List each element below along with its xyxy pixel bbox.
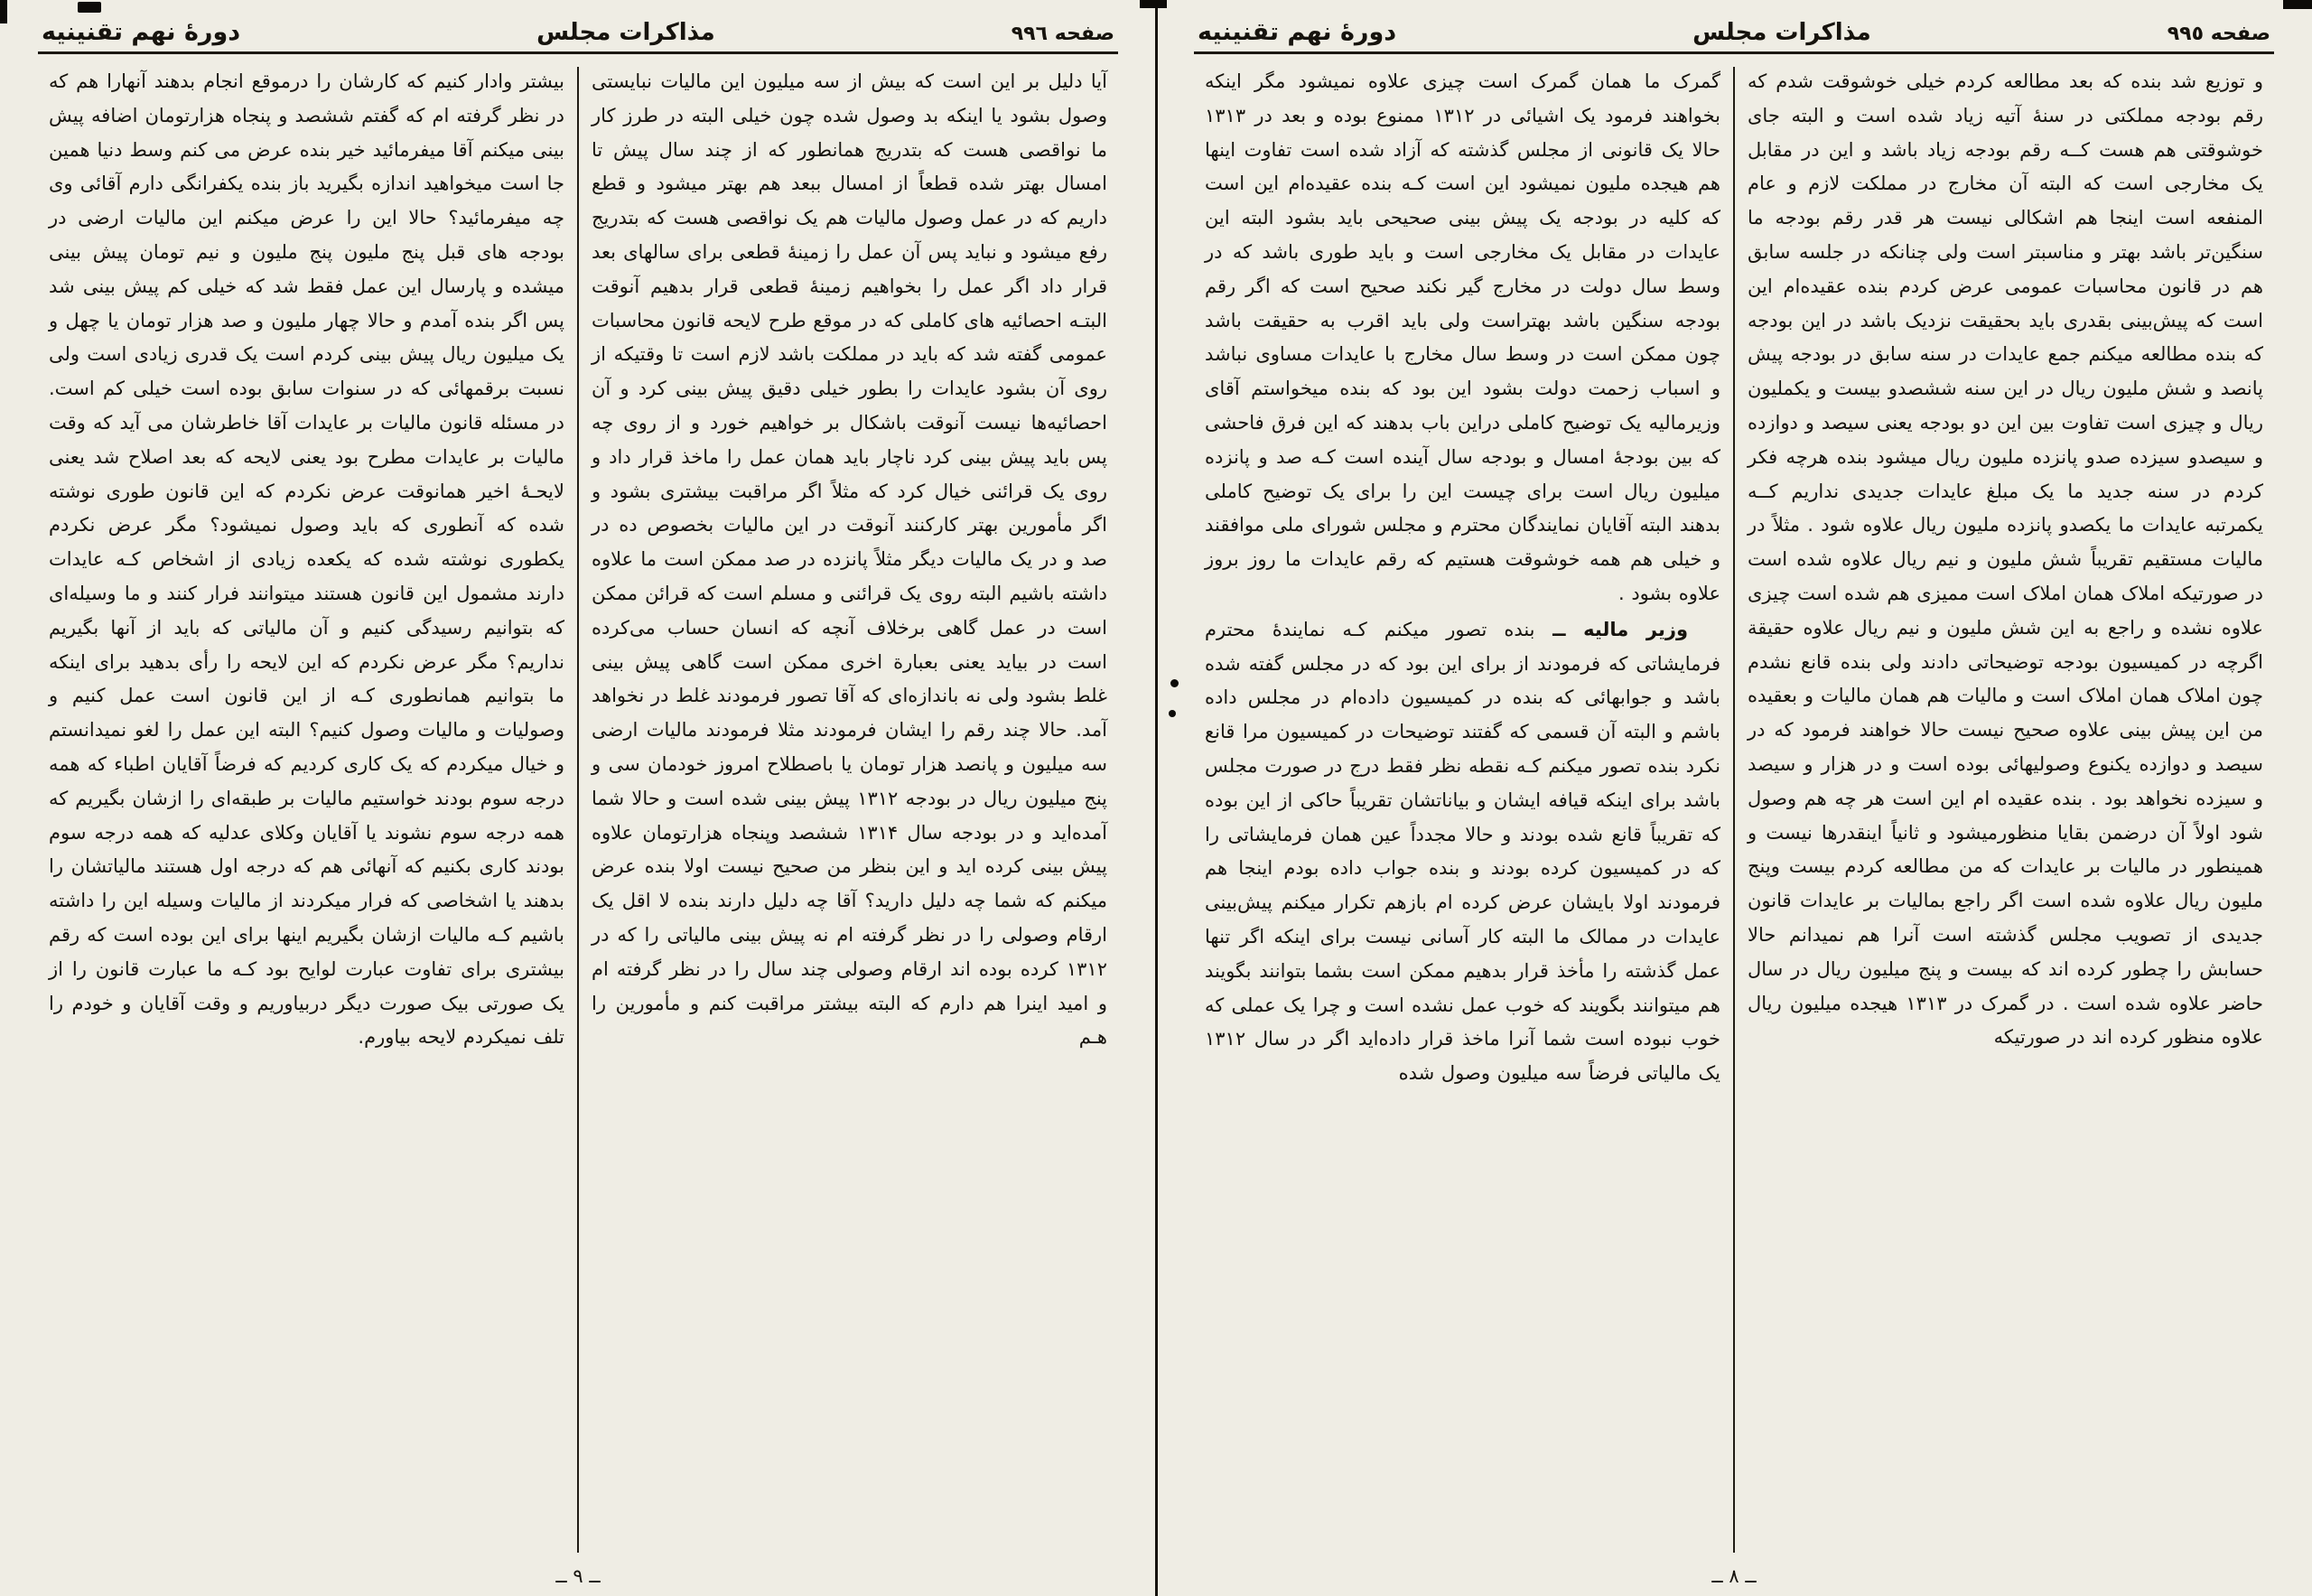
column-divider [577, 67, 579, 1553]
paragraph: آیا دلیل بر این است که بیش از سه میلیون این مالیات نبایستی وصول بشود یا اینکه بد وصول شده چون خیلی البته در طرز کار ما نواقصی هست که بتدریج همانطور که از چند سال پیش تا امسال بهتر شده قطعاً از امسال ببعد هم بهتر میشود و قطع داریم که در عمل وصول مالیات هم یک نواقصی هست که بتدریج رفع میشود و نباید پس آن عمل را زمینهٔ قطعی برای سالهای بعد قرار داد اگر عمل را بخواهیم زمینهٔ قطعی قرار بدهیم آنوقت البتـه احصائیه های کاملی که در موقع طرح لایحه قانون محاسبات عمومی گفته شد که باید در مملکت باشد لازم است تا وقتیکه از روی آن بشود عایدات را بطور خیلی دقیق پیش بینی کرد و آن احصائیه‌ها نیست آنوقت باشکال بر خواهیم خورد و از روی چه پس باید پیش بینی کرد ناچار باید همان عمل را ماخذ قرار داد و روی یک قرائنی خیال کرد که مثلاً اگر مراقبت بیشتری بشود و اگر مأمورین بهتر کارکنند آنوقت در این مالیات بخصوص ده در صد و در یک مالیات دیگر مثلاً پانزده در صد ممکن است ما علاوه داشته باشیم البته روی یک قرائنی و مسلم است که قرائن ممکن است در عمل گاهی برخلاف آنچه که انسان حساب می‌کرده است در بیاید یعنی بعبارة اخری ممکن است گاهی پیش بینی غلط بشود ولی نه باندازه‌ای که آقا تصور فرمودند غلط در نخواهد آمد. حالا چند رقم را ایشان فرمودند مثلا فرمودند مالیات ارضی سه میلیون و پانصد هزار تومان یا باصطلاح امروز خودمان سی و پنج میلیون ریال در بودجه ۱۳۱۲ پیش بینی شده است و حالا شما آمده‌اید و در بودجه سال ۱۳۱۴ ششصد وپنجاه هزارتومان علاوه پیش بینی کرده اید و این بنظر من صحیح نیست اولا بنده عرض میکنم که شما چه دلیل دارید؟ آقا چه دلیل دارند بنده لا اقل یک ارقام وصولی را در نظر گرفته ام نه پیش بینی مالیاتی را که در ۱۳۱۲ کرده بوده اند ارقام وصولی چند سال را در نظر گرفته ام و امید اینرا هم دارم که البته بیشتر مراقبت کنم و مأمورین را هـم [592, 70, 1107, 1049]
speaker-lead: وزیر مالیه ــ [1534, 618, 1688, 640]
page-header [36, 14, 1120, 48]
column-divider [1733, 67, 1735, 1553]
page-number-label: صفحه ٩٩٦ [1011, 23, 1114, 45]
text-column-right [1735, 65, 2276, 1558]
ink-mark [1140, 0, 1167, 8]
page-footer: ــ ٨ ــ [1711, 1565, 1757, 1587]
header-rule [38, 51, 1118, 54]
text-column-left [36, 65, 577, 1558]
margin-dot [1170, 679, 1179, 687]
paragraph: گمرک ما همان گمرک است چیزی علاوه نمیشود مگر اینکه بخواهند فرمود یک اشیائی در ۱۳۱۲ ممنوع بوده و بعد در ۱۳۱۳ حالا یک قانونی از مجلس گذشته که آزاد شده است تفاوت اینها هم هیجده ملیون نمیشود این است کـه بنده عقیده‌ام این است که کلیه در بودجه یک پیش بینی صحیحی باید بشود البته این عایدات در مقابل یک مخارجی است و باید طوری باشد که در وسط سال دولت در مخارج گیر نکند صحیح است که اگر رقم بودجه سنگین باشد بهتراست ولی باید اقرب به حقیقت باشد چون ممکن است در وسط سال مخارج با عایدات مساوی نباشد و اسباب زحمت دولت بشود این بود که بنده میخواستم آقای وزیرمالیه یک توضیح کاملی دراین باب بدهند که این فرق فاحشی که بین بودجهٔ امسال و بودجه سال آینده است کـه صد و پانزده میلیون ریال است برای چیست این را برای یک توضیح کاملی بدهند البته آقایان نمایندگان محترم و مجلس شورای ملی موافقند و خیلی هم همه خوشوقت هستیم که رقم عایدات ما روز بروز علاوه بشود . [1205, 70, 1720, 604]
header-rule [1194, 51, 2274, 54]
page-995 [1156, 0, 2312, 1596]
session-label: دورهٔ نهم تقنینیه [42, 18, 241, 46]
text-columns [36, 61, 1120, 1558]
ink-mark [78, 2, 101, 13]
ink-mark [2283, 0, 2312, 9]
page-gutter-divider [1155, 0, 1158, 1596]
edge-shadow [0, 0, 7, 23]
session-label: دورهٔ نهم تقنینیه [1198, 18, 1397, 46]
journal-title: مذاکرات مجلس [1692, 19, 1871, 46]
paragraph: وزیر مالیه ــ بنده تصور میکنم کـه نمایندهٔ محترم فرمایشاتی که فرمودند از برای این بود که در مجلس گفته شده باشد و جوابهائی که بنده در کمیسیون داده‌ام در مجلس داده باشم و البته آن قسمی که گفتند توضیحات در کمیسیون مرا قانع نکرد بنده تصور میکنم کـه نقطه نظر فقط درج در صورت مجلس باشد برای اینکه قیافه ایشان و بیاناتشان تقریباً حاکی از این بوده که تقریباً قانع شده بودند و حالا مجدداً عین همان فرمایشاتی را که در کمیسیون کرده بودند و بنده جواب داده بودم اینجا هم فرمودند اولا بایشان عرض کرده ام بازهم تکرار میکنم پیش‌بینی عایدات در ممالک ما البته کار آسانی نیست برای اینکه اگر تنها عمل گذشته را مأخذ قرار بدهیم ممکن است بشما بتوانند بگویند هم میتوانند بگویند که خوب عمل نشده است و چرا یک عملی که خوب نبوده است شما آنرا ماخذ قرار داده‌اید اگر در سال ۱۳۱۲ یک مالیاتی فرضاً سه میلیون وصول شده [1205, 618, 1720, 1085]
page-number-label: صفحه ٩٩٥ [2167, 23, 2270, 45]
journal-title: مذاکرات مجلس [536, 19, 715, 46]
text-column-right [579, 65, 1120, 1558]
paragraph: و توزیع شد بنده که بعد مطالعه کردم خیلی خوشوقت شدم که رقم بودجه مملکتی در سنهٔ آتیه زیاد شده است و البته جای خوشوقتی هم هست کــه رقم بودجه زیاد باشد و این در مقابل یک مخارجی است که البته آن مخارج در مملکت لازم و عام المنفعه است اینجا هم اشکالی نیست هر قدر رقم بودجه ما سنگین‌تر باشد بهتر و مناسبتر است ولی چنانکه در جلسه سابق هم در قانون محاسبات عمومی عرض کردم بنده عقیده‌ام این است که پیش‌بینی بقدری باید بحقیقت نزدیک باشد در این بودجه که بنده مطالعه میکنم جمع عایدات در سنه سابق در بودجه پیش پانصد و شش ملیون ریال در این سنه ششصدو بیست و یکملیون ریال و چیزی است تفاوت بین این دو بودجه یعنی سیصد و دوازده و سیصدو سیزده صدو پانزده ملیون ریال میشود بنده هرچه فکر کردم در سنه جدید ما یک مبلغ عایدات جدیدی نداریم کــه یکمرتبه عایدات ما یکصدو پانزده ملیون ریال علاوه شود . مثلاً در مالیات مستقیم تقریباً شش ملیون و نیم ریال علاوه شده است در صورتیکه املاک همان املاک است ممیزی هم شده است چیزی علاوه نشده و راجع به این شش ملیون و نیم ریال علاوه حقیقة اگرچه در کمیسیون بودجه توضیحاتی دادند ولی بنده قانع نشدم چون املاک همان املاک است و مالیات هم همان مالیات و بعقیده من این پیش بینی علاوه صحیح نیست حالا خواهند فرمود که در سیصد و دوازده یکنوع وصولیهائی بوده است و در هزار و سیصد و سیزده نخواهد بود . بنده عقیده ام این است هر چه هم وصول شود اولاً آن درضمن بقایا منظورمیشود و ثانیاً اینقدرها نیست و همینطور در مالیات بر عایدات که من مطالعه کردم بیست وپنج ملیون ریال علاوه شده است اگر راجع بمالیات بر عایدات قانون جدیدی از تصویب مجلس گذشته است آنرا هم نمیدانم حالا حسابش را چطور کرده اند که بیست و پنج میلیون ریال در سال حاضر علاوه شده است . در گمرک در ۱۳۱۳ هیجده میلیون ریال علاوه منظور کرده اند در صورتیکه [1748, 70, 2263, 1049]
paragraph: بیشتر وادار کنیم که کارشان را درموقع انجام بدهند آنهارا هم که در نظر گرفته ام که گفتم ششصد و پنجاه هزارتومان اضافه پیش بینی میکنم آقا میفرمائید خیر بنده عرض می کنم وسط دنیا همین جا است میخواهید اندازه بگیرید باز بنده یکفرانگی دارم آقائی وی چه میفرمائید؟ حالا این را عرض میکنم این مالیات ارضی در بودجه های قبل پنج ملیون پنج ملیون و نیم تومان پیش بینی میشده و پارسال این عمل فقط شد که خیلی کم پیش بینی شد پس اگر بنده آمدم و حالا چهار ملیون و صد هزار تومان یا چهل و یک میلیون ریال پیش بینی کردم است یک قدری زیادی است ولی نسبت برقمهائی که در سنوات سابق بوده است خیلی کم است. در مسئله قانون مالیات بر عایدات آقا خاطرشان می آید که وقت مالیات بر عایدات مطرح بود یعنی لایحه که بعد اصلاح شد یعنی لایحـهٔ اخیر همانوقت عرض نکردم که این قانون طوری نوشته شده که آنطوری که باید وصول نمیشود؟ مگر عرض نکردم یکطوری نوشته شده که یکعده زیادی از اشخاص کـه عایدات دارند مشمول این قانون هستند میتوانند فرار کنند و ما وسیله‌ای که بتوانیم رسیدگی کنیم و آن مالیاتی که باید از آنها بگیریم نداریم؟ مگر عرض نکردم که این لایحه را رأی بدهید برای اینکه ما بتوانیم همانطوری کـه از این قانون است عمل کنیم و وصولیات و مالیات وصول کنیم؟ البته این عمل را لغو نمیدانستم و خیال میکردم که یک کاری کردیم که فرضاً آقایان اطباء که همه درجه سوم بودند خواستیم مالیات بر طبقه‌ای را ازشان بگیریم که همه درجه سوم نشوند یا آقایان وکلای عدلیه که همه درجه سوم بودند کاری بکنیم که آنهائی هم که درجه اول هستند مالیاتشان را بدهند یا اشخاصی که فرار میکردند از مالیات وسیله این را داشته باشیم کـه مالیات ازشان بگیریم اینها برای این بوده است که رقم بیشتری برای تفاوت عبارت لوایح بود کـه ما عبارت قانون را از یک صورتی بیک صورت دیگر دربیاوریم و وقت آقایان و خودم را تلف نمیکردم لایحه بیاورم. [49, 70, 564, 1049]
page-footer: ــ ٩ ــ [555, 1565, 601, 1587]
text-columns [1192, 61, 2276, 1558]
text-column-left [1192, 65, 1733, 1558]
page-header [1192, 14, 2276, 48]
margin-dot [1169, 710, 1176, 717]
